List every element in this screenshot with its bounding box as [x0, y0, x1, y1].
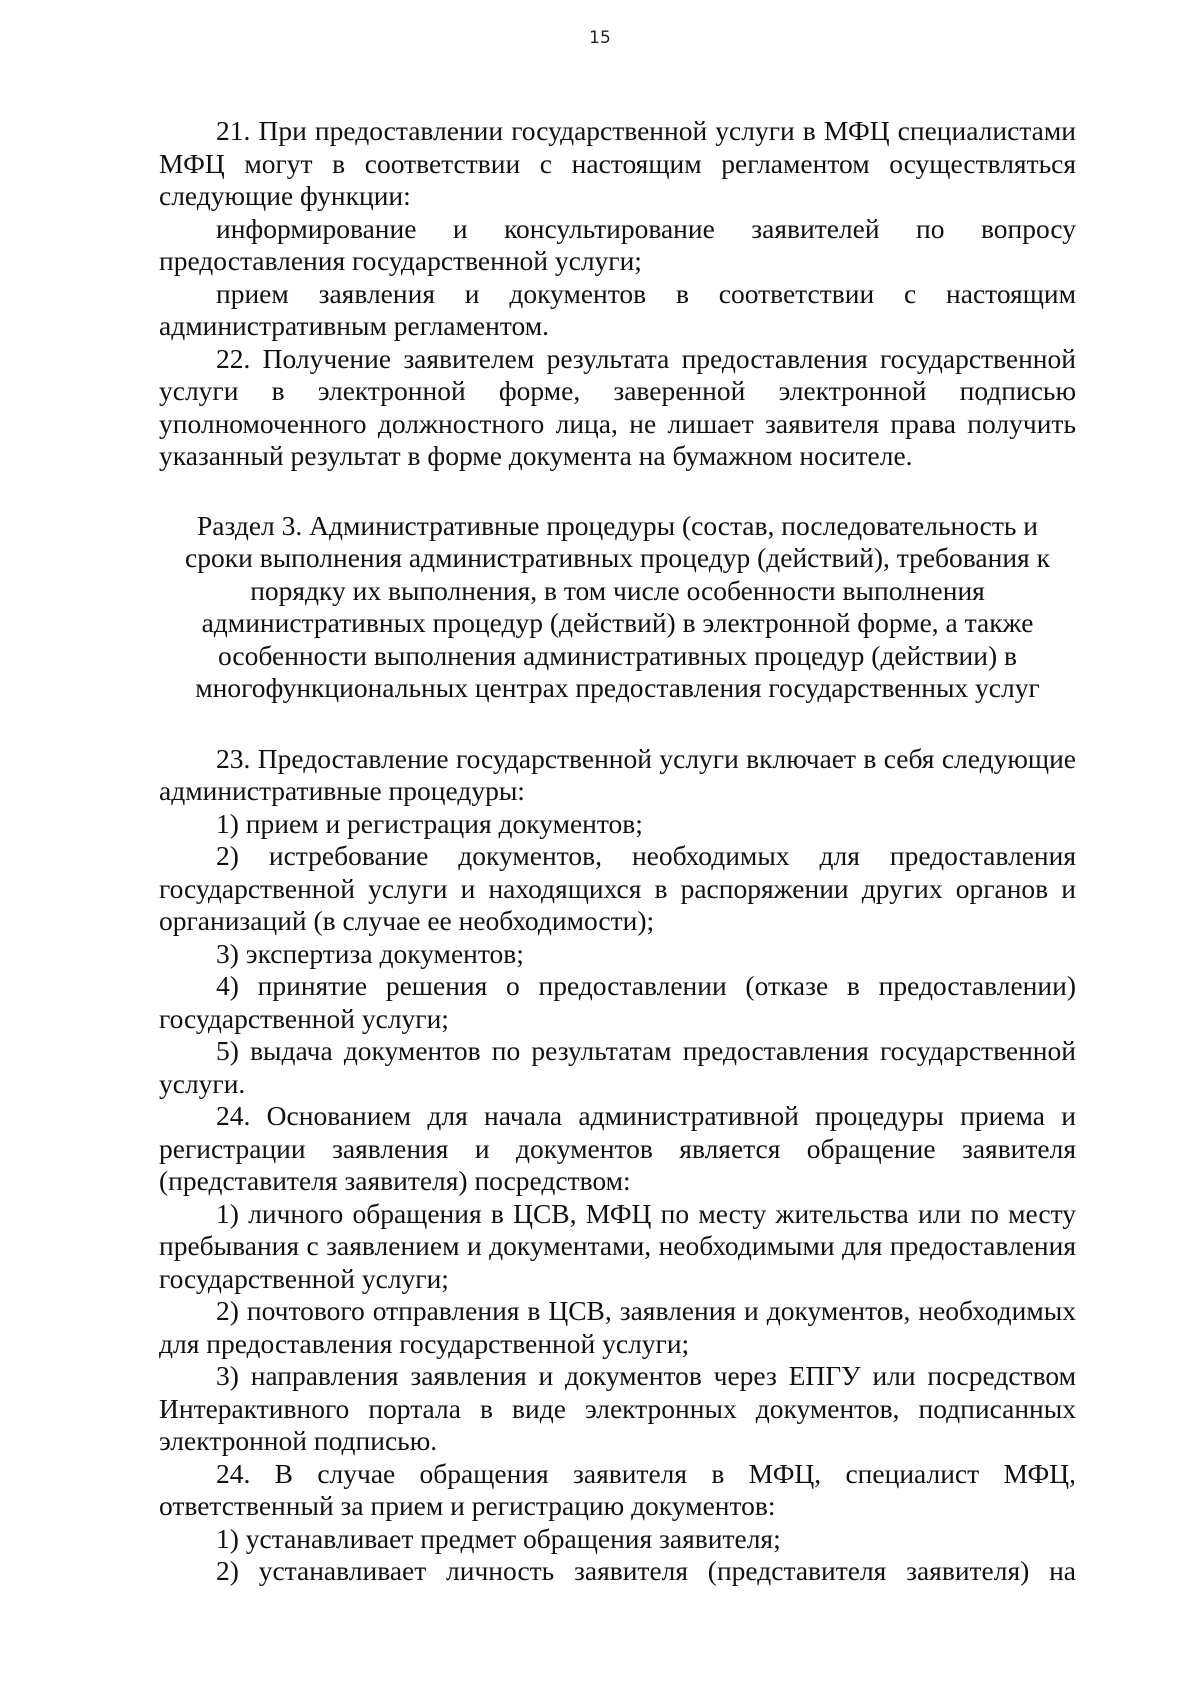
paragraph-24-item-2: 2) почтового отправления в ЦСВ, заявления и документов, необходимых для предоставления государственной услуги;: [159, 1295, 1076, 1359]
heading-line: особенности выполнения административных процедур (действии) в: [217, 639, 1018, 671]
paragraph-21: 21. При предоставлении государственной услуги в МФЦ специалистами МФЦ могут в соответствии с настоящим регламентом осуществляться следующие функции:: [159, 115, 1076, 211]
heading-line: сроки выполнения административных процедур (действий), требования к: [185, 542, 1050, 573]
paragraph-24-mfc: 24. В случае обращения заявителя в МФЦ, специалист МФЦ, ответственный за прием и регистрацию документов:: [159, 1457, 1076, 1521]
paragraph-21-item-1: информирование и консультирование заявителей по вопросу предоставления государственной услуги;: [159, 212, 1076, 276]
paragraph-23-item-3: 3) экспертиза документов;: [216, 937, 524, 969]
paragraph-24-mfc-item-1: 1) устанавливает предмет обращения заявителя;: [216, 1522, 781, 1554]
paragraph-21-item-2: прием заявления и документов в соответствии с настоящим административным регламентом.: [159, 277, 1076, 341]
page-number: 15: [589, 28, 611, 48]
paragraph-23-item-5: 5) выдача документов по результатам предоставления государственной услуги.: [159, 1035, 1076, 1099]
paragraph-23-item-4: 4) принятие решения о предоставлении (отказе в предоставлении) государственной услуги;: [159, 970, 1076, 1034]
heading-line: административных процедур (действий) в электронной форме, а также: [201, 607, 1034, 638]
heading-line: многофункциональных центрах предоставления государственных услуг: [195, 672, 1040, 703]
paragraph-22: 22. Получение заявителем результата предоставления государственной услуги в электронной форме, заверенной электронной подписью уполномоченного должностного лица, не лишает заявителя права получить указанный результат в форме документа на бумажном носителе.: [159, 342, 1076, 471]
paragraph-24: 24. Основанием для начала административной процедуры приема и регистрации заявления и документов является обращение заявителя (представителя заявителя) посредством:: [159, 1100, 1076, 1196]
section-heading: [159, 510, 1076, 705]
paragraph-23-item-1: 1) прием и регистрация документов;: [216, 807, 643, 839]
paragraph-24-item-1: 1) личного обращения в ЦСВ, МФЦ по месту жительства или по месту пребывания с заявлением и документами, необходимыми для предоставления государственной услуги;: [159, 1197, 1076, 1294]
paragraph-23-item-2: 2) истребование документов, необходимых для предоставления государственной услуги и находящихся в распоряжении других органов и организаций (в случае ее необходимости);: [159, 840, 1076, 936]
paragraph-24-item-3: 3) направления заявления и документов через ЕПГУ или посредством Интерактивного портала в виде электронных документов, подписанных электронной подписью.: [159, 1360, 1076, 1456]
heading-line: Раздел 3. Административные процедуры (состав, последовательность и: [196, 509, 1039, 541]
paragraph-24-mfc-item-2: 2) устанавливает личность заявителя (представителя заявителя) на: [216, 1555, 1076, 1586]
document-body: [159, 115, 1076, 1588]
paragraph-23: 23. Предоставление государственной услуги включает в себя следующие административные процедуры:: [159, 742, 1076, 806]
heading-line: порядку их выполнения, в том числе особенности выполнения: [250, 574, 985, 606]
